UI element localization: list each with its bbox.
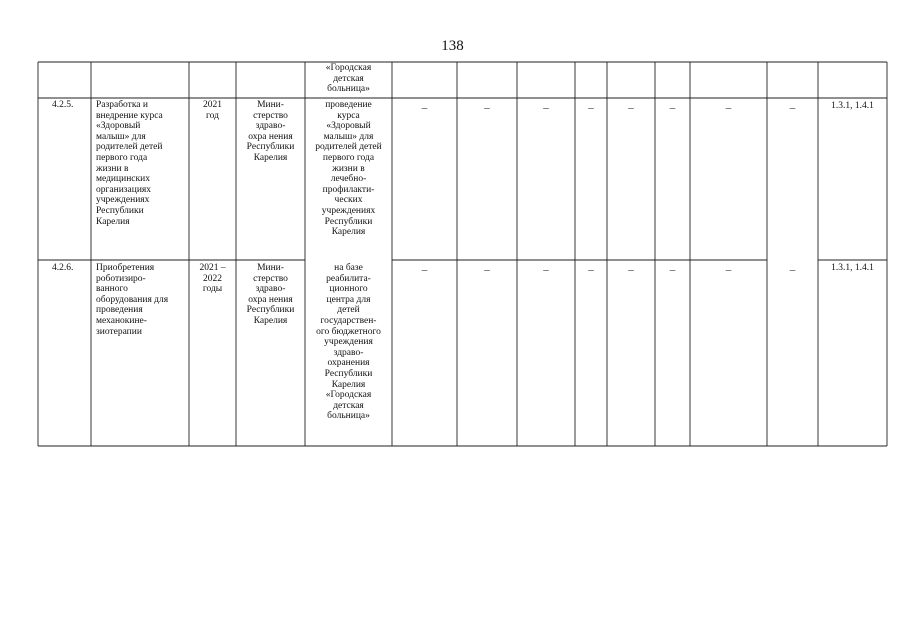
row2-indicators-cell: 1.3.1, 1.4.1 — [831, 263, 874, 273]
row1-name-cell: Разработка и внедрение курса «Здоровый малыш» для родителей детей первого года жизни в медицинских организациях учреждениях Республики Карелия — [96, 100, 163, 227]
row1-value-8: – — [789, 102, 796, 114]
row1-executor-cell: Мини- стерство здраво- охра нения Республики Карелия — [246, 100, 295, 163]
row1-number-cell: 4.2.5. — [52, 100, 74, 110]
row2-value-2: – — [484, 264, 490, 276]
page-number: 138 — [441, 38, 464, 54]
row2-name-cell: Приобретения роботизиро- ванного оборудования для проведения механокине- зиотерапии — [96, 263, 169, 337]
row2-value-4: – — [588, 264, 594, 276]
row1-value-1: – — [421, 102, 428, 114]
row1-value-7: – — [725, 102, 732, 114]
row2-value-3: – — [543, 264, 549, 276]
row1-period-cell: 2021 год — [203, 100, 222, 121]
row0-result-cell: «Городская детская больница» — [325, 63, 372, 95]
row2-value-5: – — [628, 264, 634, 276]
row1-indicators-cell: 1.3.1, 1.4.1 — [831, 101, 874, 111]
row2-value-1: – — [421, 264, 428, 276]
row2-period-cell: 2021 – 2022 годы — [199, 263, 226, 295]
row2-executor-cell: Мини- стерство здраво- охра нения Республики Карелия — [246, 263, 295, 326]
row2-value-7: – — [725, 264, 732, 276]
row1-result-cell: проведение курса «Здоровый малыш» для родителей детей первого года жизни в лечебно- профилакти- ческих учреждениях Республики Карелия — [315, 100, 382, 238]
row2-value-8: – — [789, 264, 796, 276]
row1-value-5: – — [628, 102, 634, 114]
row2-result-cell: на базе реабилита- ционного центра для детей государствен- ого бюджетного учреждения здраво- охранения Республики Карелия «Городская детская больница» — [316, 263, 381, 422]
row1-value-6: – — [669, 102, 676, 114]
row2-number-cell: 4.2.6. — [52, 263, 74, 273]
row1-value-3: – — [543, 102, 549, 114]
row1-value-4: – — [588, 102, 594, 114]
row1-value-2: – — [484, 102, 490, 114]
row2-value-6: – — [669, 264, 676, 276]
